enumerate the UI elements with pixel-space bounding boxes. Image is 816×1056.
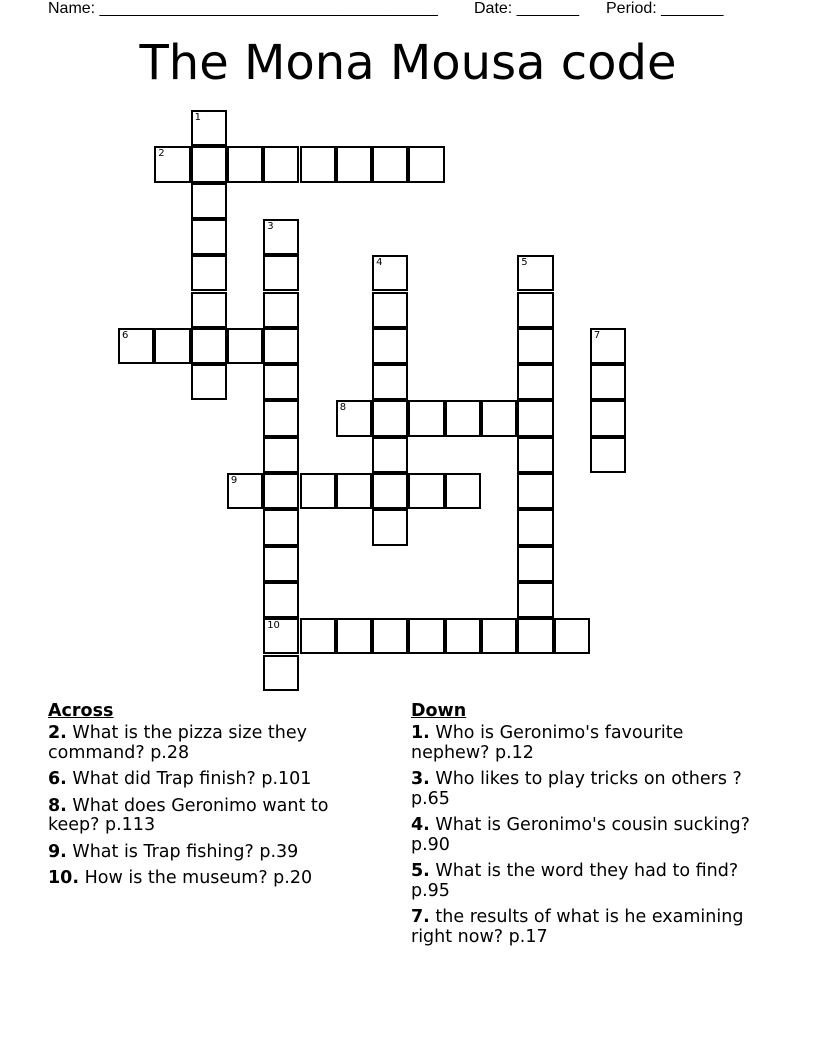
clue-down-1 bbox=[411, 724, 756, 763]
grid-cell[interactable] bbox=[517, 509, 553, 545]
cell-number: 7 bbox=[593, 329, 601, 341]
grid-cell[interactable] bbox=[263, 292, 299, 328]
cell-number: 8 bbox=[339, 402, 347, 414]
grid-cell[interactable] bbox=[445, 618, 481, 654]
grid-cell[interactable] bbox=[554, 618, 590, 654]
cell-number: 3 bbox=[267, 220, 274, 232]
grid-cell[interactable] bbox=[191, 292, 227, 328]
clue-text: What did Trap finish? p.101 bbox=[72, 769, 312, 789]
grid-cell[interactable] bbox=[590, 400, 626, 436]
grid-cell[interactable] bbox=[263, 655, 299, 691]
grid-cell[interactable] bbox=[263, 582, 299, 618]
grid-cell[interactable] bbox=[590, 328, 626, 364]
cell-number: 5 bbox=[521, 257, 528, 269]
grid-cell[interactable] bbox=[517, 618, 553, 654]
grid-cell[interactable] bbox=[372, 328, 408, 364]
grid-cell[interactable] bbox=[372, 292, 408, 328]
grid-cell[interactable] bbox=[481, 400, 517, 436]
grid-cell[interactable] bbox=[263, 328, 299, 364]
grid-cell[interactable] bbox=[372, 509, 408, 545]
grid-cell[interactable] bbox=[263, 473, 299, 509]
cell-number: 2 bbox=[158, 148, 165, 160]
grid-cell[interactable] bbox=[263, 146, 299, 182]
clue-text: Who is Geronimo's favourite nephew? p.12 bbox=[411, 723, 684, 763]
name-field[interactable]: Name: ______________________________________ bbox=[48, 0, 438, 17]
clue-down-5 bbox=[411, 862, 756, 901]
clue-number: 7. bbox=[411, 907, 430, 927]
clue-text: How is the museum? p.20 bbox=[84, 868, 313, 888]
grid-cell[interactable] bbox=[263, 618, 299, 654]
grid-cell[interactable] bbox=[154, 328, 190, 364]
clue-number: 9. bbox=[48, 841, 67, 862]
grid-cell[interactable] bbox=[263, 219, 299, 255]
grid-cell[interactable] bbox=[263, 437, 299, 473]
grid-cell[interactable] bbox=[517, 437, 553, 473]
grid-cell[interactable] bbox=[372, 473, 408, 509]
grid-cell[interactable] bbox=[300, 146, 336, 182]
clue-number: 5. bbox=[411, 861, 430, 881]
cell-number: 6 bbox=[122, 329, 129, 341]
grid-cell[interactable] bbox=[517, 400, 553, 436]
grid-cell[interactable] bbox=[517, 582, 553, 618]
grid-cell[interactable] bbox=[517, 255, 553, 291]
across-clues bbox=[48, 700, 368, 896]
clue-across-9 bbox=[48, 843, 368, 863]
clue-text: Who likes to play tricks on others ? p.65 bbox=[411, 769, 742, 809]
grid-cell[interactable] bbox=[191, 328, 227, 364]
grid-cell[interactable] bbox=[227, 473, 263, 509]
clue-across-10 bbox=[48, 869, 368, 889]
clue-number: 8. bbox=[48, 795, 67, 816]
clue-across-2 bbox=[48, 724, 368, 763]
grid-cell[interactable] bbox=[372, 146, 408, 182]
grid-cell[interactable] bbox=[372, 400, 408, 436]
clue-number: 10. bbox=[48, 868, 80, 888]
clue-down-3 bbox=[411, 770, 756, 809]
cell-number: 4 bbox=[376, 257, 383, 269]
grid-cell[interactable] bbox=[263, 364, 299, 400]
grid-cell[interactable] bbox=[263, 546, 299, 582]
grid-cell[interactable] bbox=[517, 328, 553, 364]
down-clues bbox=[411, 700, 756, 954]
cell-number: 9 bbox=[230, 475, 238, 486]
clue-number: 4. bbox=[411, 815, 430, 835]
clue-text: the results of what is he examining right now? p.17 bbox=[411, 907, 744, 947]
grid-cell[interactable] bbox=[263, 255, 299, 291]
grid-cell[interactable] bbox=[336, 473, 372, 509]
grid-cell[interactable] bbox=[517, 546, 553, 582]
grid-cell[interactable] bbox=[517, 364, 553, 400]
grid-cell[interactable] bbox=[408, 400, 444, 436]
grid-cell[interactable] bbox=[227, 146, 263, 182]
clue-down-7 bbox=[411, 908, 756, 947]
grid-cell[interactable] bbox=[191, 219, 227, 255]
date-field[interactable]: Date: _______ bbox=[474, 0, 579, 17]
grid-cell[interactable] bbox=[118, 328, 154, 364]
period-field[interactable]: Period: _______ bbox=[606, 0, 724, 17]
clue-number: 2. bbox=[48, 723, 67, 743]
down-heading: Down bbox=[411, 701, 467, 721]
grid-cell[interactable] bbox=[372, 437, 408, 473]
clue-text: What does Geronimo want to keep? p.113 bbox=[48, 795, 329, 835]
clue-text: What is the pizza size they command? p.28 bbox=[48, 723, 307, 763]
clue-text: What is the word they had to find? p.95 bbox=[411, 861, 739, 901]
grid-cell[interactable] bbox=[300, 618, 336, 654]
clue-number: 6. bbox=[48, 769, 67, 789]
clue-text: What is Trap fishing? p.39 bbox=[72, 841, 299, 862]
grid-cell[interactable] bbox=[445, 400, 481, 436]
grid-cell[interactable] bbox=[408, 618, 444, 654]
grid-cell[interactable] bbox=[154, 146, 190, 182]
grid-cell[interactable] bbox=[300, 473, 336, 509]
grid-cell[interactable] bbox=[372, 255, 408, 291]
grid-cell[interactable] bbox=[263, 509, 299, 545]
grid-cell[interactable] bbox=[408, 146, 444, 182]
grid-cell[interactable] bbox=[590, 364, 626, 400]
grid-cell[interactable] bbox=[263, 400, 299, 436]
grid-cell[interactable] bbox=[372, 618, 408, 654]
clue-across-8 bbox=[48, 797, 368, 836]
clue-text: What is Geronimo's cousin sucking? p.90 bbox=[411, 815, 750, 855]
grid-cell[interactable] bbox=[517, 473, 553, 509]
header bbox=[0, 0, 816, 22]
grid-cell[interactable] bbox=[481, 618, 517, 654]
grid-cell[interactable] bbox=[191, 146, 227, 182]
grid-cell[interactable] bbox=[191, 110, 227, 146]
grid-cell[interactable] bbox=[408, 473, 444, 509]
grid-cell[interactable] bbox=[191, 364, 227, 400]
grid-cell[interactable] bbox=[336, 618, 372, 654]
cell-number: 1 bbox=[194, 112, 201, 123]
grid-cell[interactable] bbox=[372, 364, 408, 400]
grid-cell[interactable] bbox=[191, 255, 227, 291]
clue-across-6 bbox=[48, 770, 368, 790]
grid-cell[interactable] bbox=[191, 183, 227, 219]
page-title: The Mona Mousa code bbox=[139, 35, 677, 91]
grid-cell[interactable] bbox=[517, 292, 553, 328]
grid-cell[interactable] bbox=[445, 473, 481, 509]
clue-number: 1. bbox=[411, 723, 430, 743]
grid-cell[interactable] bbox=[590, 437, 626, 473]
clue-down-4 bbox=[411, 816, 756, 855]
grid-cell[interactable] bbox=[227, 328, 263, 364]
cell-number: 10 bbox=[267, 620, 280, 632]
clue-number: 3. bbox=[411, 769, 430, 789]
grid-cell[interactable] bbox=[336, 146, 372, 182]
grid-cell[interactable] bbox=[336, 400, 372, 436]
across-heading: Across bbox=[48, 701, 114, 721]
